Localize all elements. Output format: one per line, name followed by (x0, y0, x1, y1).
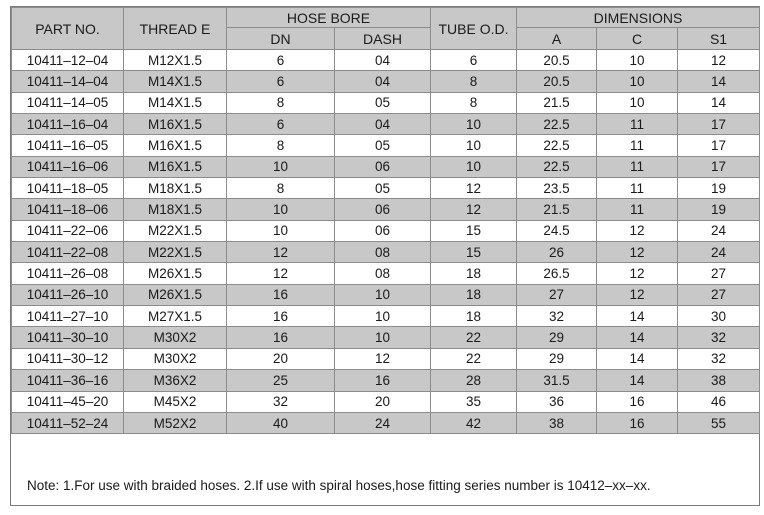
header-c: C (597, 28, 678, 50)
cell-dim-a: 22.5 (517, 114, 597, 135)
table-row (12, 242, 760, 263)
header-thread: THREAD E (124, 8, 227, 50)
cell-thread: M26X1.5 (124, 284, 227, 305)
cell-thread: M30X2 (124, 327, 227, 348)
cell-dim-a: 26.5 (517, 263, 597, 284)
cell-thread: M22X1.5 (124, 242, 227, 263)
cell-dash: 20 (335, 391, 431, 412)
header-dash: DASH (335, 28, 431, 50)
table-row (12, 327, 760, 348)
cell-part-no: 10411–16–05 (12, 135, 124, 156)
cell-dim-a: 27 (517, 284, 597, 305)
table-row (12, 348, 760, 369)
cell-thread: M30X2 (124, 348, 227, 369)
table-row (12, 370, 760, 391)
cell-dash: 05 (335, 135, 431, 156)
cell-thread: M45X2 (124, 391, 227, 412)
cell-dash: 24 (335, 412, 431, 433)
cell-tube-od: 10 (431, 135, 517, 156)
cell-tube-od: 18 (431, 263, 517, 284)
header-part-no: PART NO. (12, 8, 124, 50)
cell-dim-s1: 17 (678, 135, 760, 156)
cell-dim-c: 11 (597, 178, 678, 199)
cell-dim-s1: 19 (678, 178, 760, 199)
cell-tube-od: 12 (431, 178, 517, 199)
cell-part-no: 10411–14–05 (12, 92, 124, 113)
cell-dim-c: 10 (597, 50, 678, 71)
cell-dn: 10 (227, 220, 335, 241)
cell-part-no: 10411–30–10 (12, 327, 124, 348)
table-row (12, 220, 760, 241)
cell-dn: 12 (227, 263, 335, 284)
cell-tube-od: 22 (431, 348, 517, 369)
footnote: Note: 1.For use with braided hoses. 2.If use with spiral hoses,hose fitting series number is 10412–xx–xx. (27, 478, 651, 493)
cell-thread: M18X1.5 (124, 199, 227, 220)
cell-tube-od: 18 (431, 306, 517, 327)
cell-tube-od: 15 (431, 242, 517, 263)
cell-tube-od: 12 (431, 199, 517, 220)
header-dn: DN (227, 28, 335, 50)
cell-tube-od: 42 (431, 412, 517, 433)
cell-thread: M16X1.5 (124, 135, 227, 156)
cell-dim-a: 20.5 (517, 50, 597, 71)
table-row (12, 391, 760, 412)
cell-dim-a: 22.5 (517, 135, 597, 156)
table-row (12, 178, 760, 199)
cell-thread: M18X1.5 (124, 178, 227, 199)
cell-dim-s1: 32 (678, 348, 760, 369)
cell-thread: M36X2 (124, 370, 227, 391)
cell-dim-c: 12 (597, 242, 678, 263)
cell-dim-a: 24.5 (517, 220, 597, 241)
cell-part-no: 10411–36–16 (12, 370, 124, 391)
cell-dim-a: 21.5 (517, 92, 597, 113)
cell-part-no: 10411–16–06 (12, 156, 124, 177)
cell-dim-s1: 46 (678, 391, 760, 412)
cell-dim-a: 31.5 (517, 370, 597, 391)
cell-dash: 12 (335, 348, 431, 369)
cell-tube-od: 10 (431, 156, 517, 177)
cell-dn: 6 (227, 71, 335, 92)
table-row (12, 135, 760, 156)
cell-dash: 10 (335, 327, 431, 348)
cell-dn: 25 (227, 370, 335, 391)
cell-dn: 6 (227, 50, 335, 71)
cell-dn: 16 (227, 327, 335, 348)
cell-thread: M14X1.5 (124, 92, 227, 113)
cell-dash: 08 (335, 263, 431, 284)
cell-dim-a: 26 (517, 242, 597, 263)
header-hose-bore: HOSE BORE (227, 8, 431, 28)
cell-dim-s1: 38 (678, 370, 760, 391)
cell-tube-od: 18 (431, 284, 517, 305)
cell-dim-c: 11 (597, 156, 678, 177)
cell-tube-od: 15 (431, 220, 517, 241)
cell-dim-s1: 27 (678, 284, 760, 305)
table-row (12, 412, 760, 433)
cell-dash: 04 (335, 50, 431, 71)
cell-dim-s1: 27 (678, 263, 760, 284)
cell-dim-s1: 17 (678, 156, 760, 177)
cell-part-no: 10411–12–04 (12, 50, 124, 71)
cell-dn: 40 (227, 412, 335, 433)
cell-dash: 04 (335, 114, 431, 135)
cell-thread: M27X1.5 (124, 306, 227, 327)
cell-part-no: 10411–52–24 (12, 412, 124, 433)
table-row (12, 71, 760, 92)
cell-dim-c: 14 (597, 370, 678, 391)
cell-dash: 05 (335, 178, 431, 199)
cell-dn: 12 (227, 242, 335, 263)
cell-thread: M14X1.5 (124, 71, 227, 92)
cell-tube-od: 10 (431, 114, 517, 135)
cell-dim-a: 20.5 (517, 71, 597, 92)
cell-thread: M16X1.5 (124, 114, 227, 135)
cell-dn: 16 (227, 284, 335, 305)
cell-dn: 6 (227, 114, 335, 135)
cell-part-no: 10411–18–06 (12, 199, 124, 220)
cell-dim-s1: 30 (678, 306, 760, 327)
table-header (12, 8, 760, 50)
cell-dim-a: 29 (517, 348, 597, 369)
cell-dim-a: 22.5 (517, 156, 597, 177)
cell-tube-od: 22 (431, 327, 517, 348)
cell-dim-s1: 24 (678, 220, 760, 241)
cell-dim-c: 10 (597, 71, 678, 92)
cell-dim-c: 12 (597, 220, 678, 241)
cell-dn: 8 (227, 178, 335, 199)
cell-tube-od: 6 (431, 50, 517, 71)
cell-part-no: 10411–27–10 (12, 306, 124, 327)
cell-dim-s1: 17 (678, 114, 760, 135)
cell-dim-a: 32 (517, 306, 597, 327)
cell-dim-s1: 24 (678, 242, 760, 263)
cell-dim-s1: 19 (678, 199, 760, 220)
cell-part-no: 10411–26–08 (12, 263, 124, 284)
cell-dn: 32 (227, 391, 335, 412)
cell-dim-s1: 14 (678, 71, 760, 92)
cell-dim-c: 11 (597, 199, 678, 220)
cell-part-no: 10411–18–05 (12, 178, 124, 199)
cell-dim-a: 36 (517, 391, 597, 412)
cell-thread: M26X1.5 (124, 263, 227, 284)
cell-tube-od: 28 (431, 370, 517, 391)
cell-dim-s1: 14 (678, 92, 760, 113)
table-row (12, 50, 760, 71)
cell-dim-a: 23.5 (517, 178, 597, 199)
cell-dash: 05 (335, 92, 431, 113)
table-row (12, 199, 760, 220)
cell-tube-od: 35 (431, 391, 517, 412)
cell-dn: 16 (227, 306, 335, 327)
cell-dim-a: 38 (517, 412, 597, 433)
spec-table-panel (10, 6, 760, 506)
cell-dim-c: 11 (597, 135, 678, 156)
cell-dn: 8 (227, 92, 335, 113)
cell-dim-c: 12 (597, 263, 678, 284)
header-a: A (517, 28, 597, 50)
table-row (12, 263, 760, 284)
header-tube-od: TUBE O.D. (431, 8, 517, 50)
cell-part-no: 10411–45–20 (12, 391, 124, 412)
cell-part-no: 10411–22–08 (12, 242, 124, 263)
cell-dash: 08 (335, 242, 431, 263)
cell-dn: 10 (227, 156, 335, 177)
table-row (12, 92, 760, 113)
cell-dim-c: 14 (597, 327, 678, 348)
header-dimensions: DIMENSIONS (517, 8, 760, 28)
table-row (12, 306, 760, 327)
cell-dim-c: 14 (597, 348, 678, 369)
table-row (12, 156, 760, 177)
cell-dim-s1: 32 (678, 327, 760, 348)
cell-thread: M22X1.5 (124, 220, 227, 241)
cell-dim-a: 29 (517, 327, 597, 348)
cell-dim-c: 14 (597, 306, 678, 327)
cell-tube-od: 8 (431, 92, 517, 113)
cell-dim-a: 21.5 (517, 199, 597, 220)
cell-thread: M16X1.5 (124, 156, 227, 177)
cell-part-no: 10411–22–06 (12, 220, 124, 241)
cell-dash: 10 (335, 306, 431, 327)
cell-dash: 10 (335, 284, 431, 305)
cell-dim-c: 10 (597, 92, 678, 113)
cell-thread: M52X2 (124, 412, 227, 433)
cell-dash: 06 (335, 156, 431, 177)
spec-table (11, 7, 760, 434)
cell-dim-c: 16 (597, 412, 678, 433)
cell-dim-c: 16 (597, 391, 678, 412)
cell-part-no: 10411–16–04 (12, 114, 124, 135)
table-body (12, 50, 760, 434)
cell-part-no: 10411–30–12 (12, 348, 124, 369)
cell-part-no: 10411–14–04 (12, 71, 124, 92)
cell-dim-s1: 12 (678, 50, 760, 71)
table-row (12, 284, 760, 305)
cell-dn: 8 (227, 135, 335, 156)
cell-dn: 20 (227, 348, 335, 369)
header-s1: S1 (678, 28, 760, 50)
cell-dash: 04 (335, 71, 431, 92)
cell-dash: 06 (335, 199, 431, 220)
cell-dn: 10 (227, 199, 335, 220)
cell-dim-c: 11 (597, 114, 678, 135)
cell-thread: M12X1.5 (124, 50, 227, 71)
table-row (12, 114, 760, 135)
cell-dash: 06 (335, 220, 431, 241)
cell-tube-od: 8 (431, 71, 517, 92)
cell-dim-c: 12 (597, 284, 678, 305)
cell-dash: 16 (335, 370, 431, 391)
cell-dim-s1: 55 (678, 412, 760, 433)
cell-part-no: 10411–26–10 (12, 284, 124, 305)
